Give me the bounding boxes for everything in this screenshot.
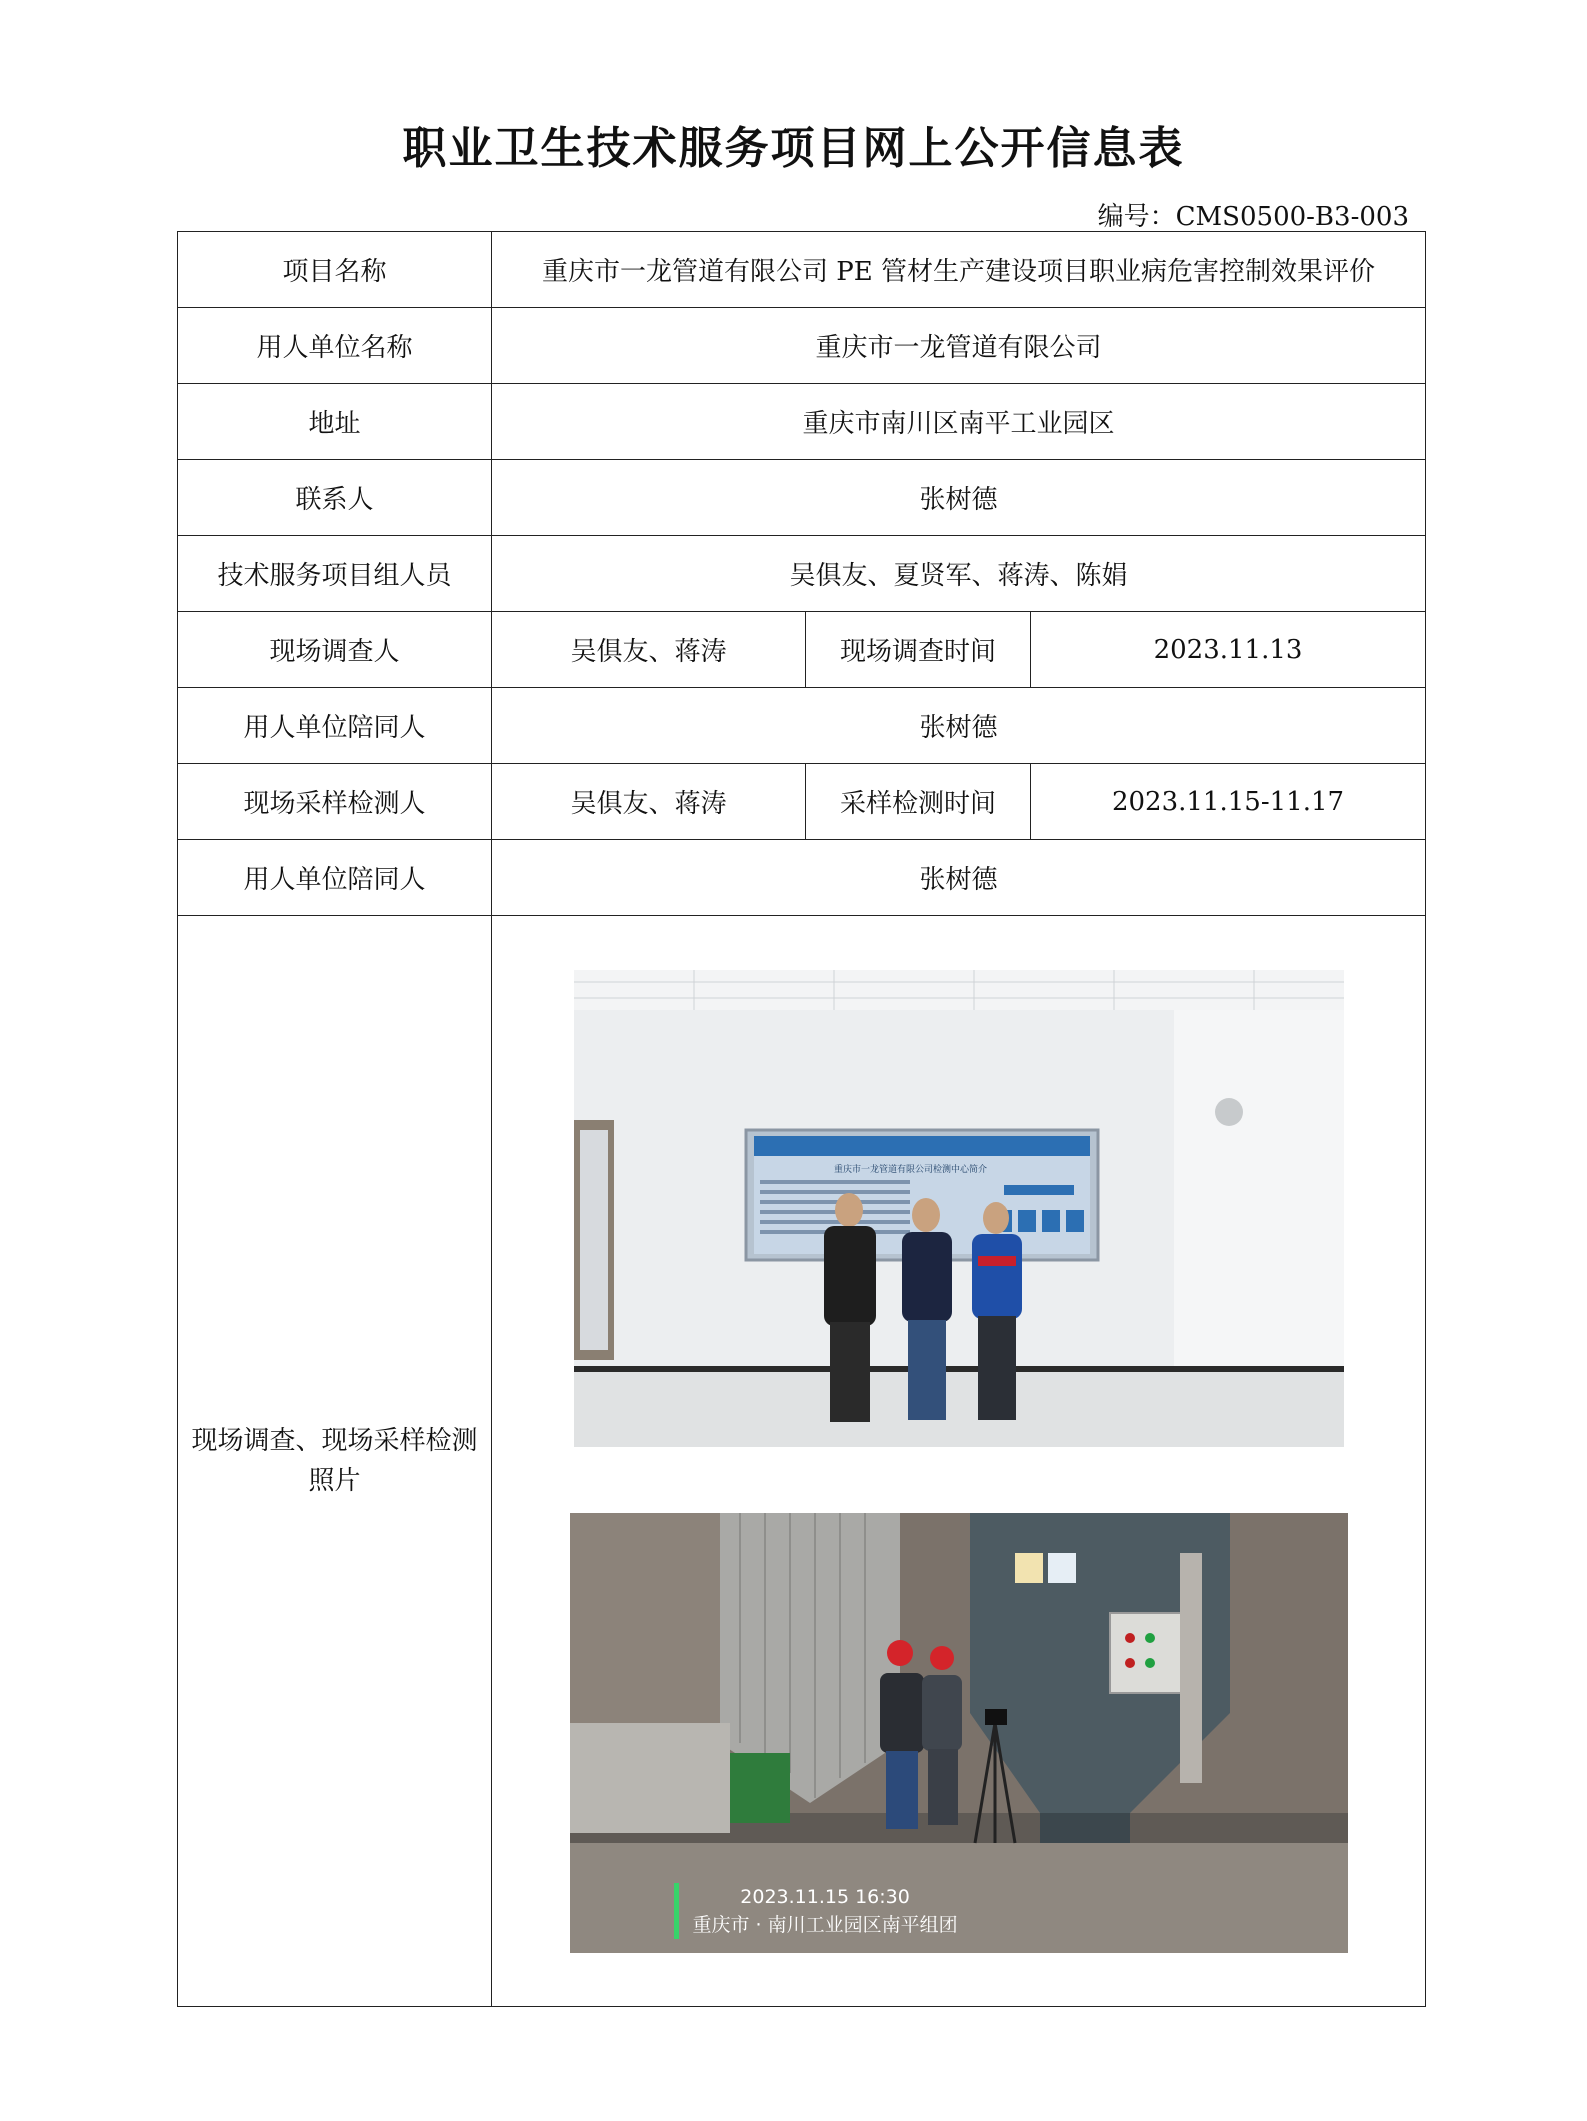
photo-timestamp [674,1883,958,1939]
row-survey-companion [178,688,1426,764]
people [824,1193,1022,1422]
site-survey-photo [574,970,1344,1447]
label-address: 地址 [178,384,492,460]
row-contact [178,460,1426,536]
value-sampling: 吴俱友、蒋涛 [492,764,806,840]
row-sampling [178,764,1426,840]
photos-cell [492,916,1426,2007]
label-sampling-time: 采样检测时间 [806,764,1031,840]
label-project-name: 项目名称 [178,232,492,308]
site-sampling-photo [570,1513,1348,1953]
value-survey: 吴俱友、蒋涛 [492,612,806,688]
document-number: 编号：CMS0500-B3-003 [1097,202,1409,232]
page-title: 职业卫生技术服务项目网上公开信息表 [402,123,1185,174]
label-sampling-companion: 用人单位陪同人 [178,840,492,916]
label-survey-companion: 用人单位陪同人 [178,688,492,764]
label-sampling: 现场采样检测人 [178,764,492,840]
label-employer: 用人单位名称 [178,308,492,384]
photo-datetime: 2023.11.15 16:30 [740,1885,910,1908]
row-team [178,536,1426,612]
board-caption: 重庆市一龙管道有限公司检测中心简介 [833,1164,987,1175]
value-employer: 重庆市一龙管道有限公司 [492,308,1426,384]
value-team: 吴俱友、夏贤军、蒋涛、陈娟 [492,536,1426,612]
label-team: 技术服务项目组人员 [178,536,492,612]
value-sampling-companion: 张树德 [492,840,1426,916]
value-project-name: 重庆市一龙管道有限公司 PE 管材生产建设项目职业病危害控制效果评价 [492,232,1426,308]
label-survey: 现场调查人 [178,612,492,688]
value-survey-time: 2023.11.13 [1031,612,1426,688]
row-address [178,384,1426,460]
row-sampling-companion [178,840,1426,916]
value-sampling-time: 2023.11.15-11.17 [1031,764,1426,840]
photos-label-text: 现场调查、现场采样检测照片 [191,1426,478,1496]
label-contact: 联系人 [178,460,492,536]
row-photos [178,916,1426,2007]
value-survey-companion: 张树德 [492,688,1426,764]
value-contact: 张树德 [492,460,1426,536]
info-table [177,231,1426,2007]
row-survey [178,612,1426,688]
value-address: 重庆市南川区南平工业园区 [492,384,1426,460]
label-photos [178,916,492,2007]
photo-location: 重庆市 · 南川工业园区南平组团 [692,1913,958,1936]
row-project-name [178,232,1426,308]
row-employer [178,308,1426,384]
label-survey-time: 现场调查时间 [806,612,1031,688]
